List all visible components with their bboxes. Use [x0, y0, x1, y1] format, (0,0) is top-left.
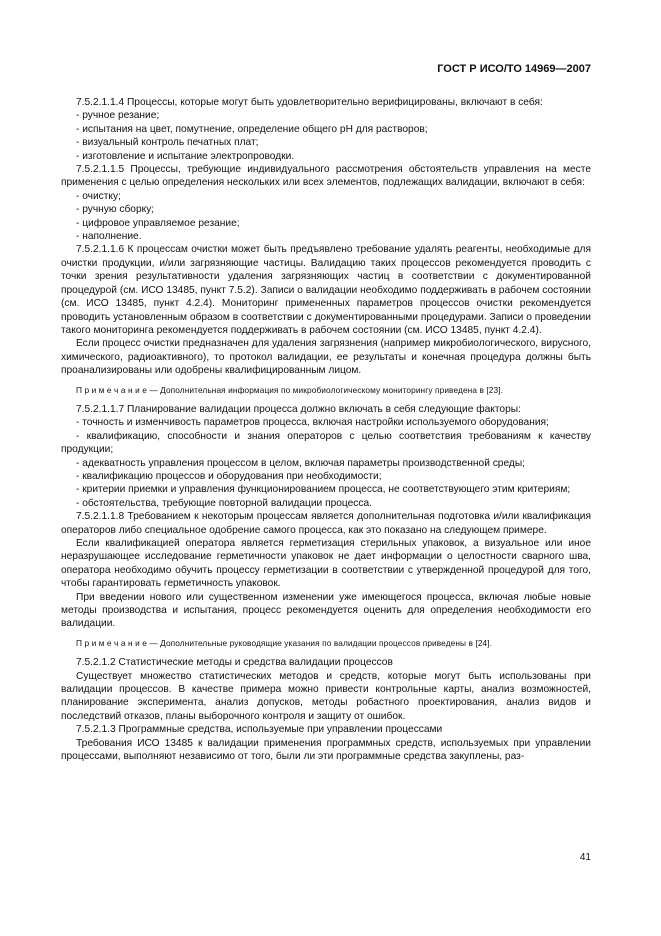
body-paragraph: - точность и изменчивость параметров процесса, включая настройки используемого оборудования; — [76, 417, 549, 429]
body-paragraph: Требования ИСО 13485 к валидации применения программных средств, используемых при управлении процессами, выполняют независимо от того, были ли эти программные средства закуплены, раз- — [61, 737, 591, 763]
body-paragraph: Если квалификацией оператора является герметизация стерильных упаковок, а визуальное или иное неразрушающее исследование герметичности упаковок не дает информации о целостности сварного шва, оператора необходимо обучить процессу герметизации в соответствии с утвержденной процедурой для того, чтобы гарантировать герметичность упаковок. — [61, 538, 591, 590]
body-paragraph: - квалификацию процессов и оборудования при необходимости; — [76, 470, 382, 482]
body-paragraph: - квалификацию, способности и знания операторов с целью соответствия требованиям к качеству продукции; — [61, 430, 591, 456]
document-body — [61, 96, 591, 764]
body-paragraph: 7.5.2.1.1.6 К процессам очистки может быть предъявлено требование удалять реагенты, необходимые для очистки продукции, и/или загрязняющие частицы. Валидацию таких процессов рекомендуется проводить с точки зрения результативности удаления загрязняющих частиц в соответствии с документированной процедурой (см. ИСО 13485, пункт 7.5.2). Записи о валидации необходимо поддерживать в рабочем состоянии (см. ИСО 13485, пункт 4.2.4). Мониторинг примененных параметров процессов очистки рекомендуется проводить установленным образом в соответствии с документированными процедурами. Записи о проведении такого мониторинга рекомендуется поддерживать в рабочем состоянии (см. ИСО 13485, пункт 4.2.4). — [61, 244, 591, 336]
body-paragraph: Если процесс очистки предназначен для удаления загрязнения (например микробиологического, вирусного, химического, радиоактивного), то протокол валидации, ее результаты и конечная процедура должны быть проанализированы или одобрены квалифицированным лицом. — [61, 338, 591, 377]
body-paragraph: - цифровое управляемое резание; — [76, 217, 240, 229]
body-paragraph: 7.5.2.1.1.7 Планирование валидации процесса должно включать в себя следующие факторы: — [76, 403, 521, 415]
body-paragraph: 7.5.2.1.2 Статистические методы и средства валидации процессов — [76, 657, 393, 669]
body-paragraph: - критерии приемки и управления функционированием процесса, не соответствующего этим критериям; — [76, 484, 571, 496]
body-paragraph: Существует множество статистических методов и средств, которые могут быть использованы при валидации процессов. В качестве примера можно привести контрольные карты, анализ возможностей, планирование эксперимента, анализ допусков, методы робастного проектирования, анализ видов и последствий отказов, планы выборочного контроля и защиту от ошибок. — [61, 670, 591, 722]
document-header: ГОСТ Р ИСО/ТО 14969—2007 — [437, 63, 591, 75]
body-paragraph: 7.5.2.1.1.4 Процессы, которые могут быть удовлетворительно верифицированы, включают в себя: — [76, 97, 543, 108]
page-number: 41 — [579, 852, 591, 863]
body-paragraph: - визуальный контроль печатных плат; — [76, 137, 259, 149]
note-paragraph: П р и м е ч а н и е — Дополнительная информация по микробиологическому мониторингу приведена в [23]. — [76, 384, 504, 395]
body-paragraph: - ручное резание; — [76, 110, 160, 122]
body-paragraph: - изготовление и испытание электропроводки. — [76, 150, 295, 162]
body-paragraph: - наполнение. — [76, 231, 142, 243]
body-paragraph: 7.5.2.1.1.5 Процессы, требующие индивидуального рассмотрения обстоятельств управления на месте применения с целью определения нескольких или всех элементов, подлежащих валидации, включают в себя: — [61, 164, 591, 189]
body-paragraph: - ручную сборку; — [76, 204, 155, 216]
body-paragraph: 7.5.2.1.3 Программные средства, используемые при управлении процессами — [76, 724, 443, 736]
body-paragraph: 7.5.2.1.1.8 Требованием к некоторым процессам является дополнительная подготовка и/или квалификация операторов либо специальное одобрение самого процесса, как это показано на следующем примере. — [61, 511, 591, 536]
note-paragraph: П р и м е ч а н и е — Дополнительные руководящие указания по валидации процессов приведены в [24]. — [76, 637, 493, 648]
body-paragraph: - адекватность управления процессом в целом, включая параметры производственной среды; — [76, 457, 526, 469]
body-paragraph: - испытания на цвет, помутнение, определение общего pH для растворов; — [76, 123, 428, 135]
body-paragraph: При введении нового или существенном изменении уже имеющегося процесса, включая любые новые методы производства и испытания, процесс рекомендуется оценить для определения необходимости его валидации. — [61, 591, 591, 630]
body-paragraph: - обстоятельства, требующие повторной валидации процесса. — [76, 497, 372, 509]
body-paragraph: - очистку; — [76, 190, 121, 202]
